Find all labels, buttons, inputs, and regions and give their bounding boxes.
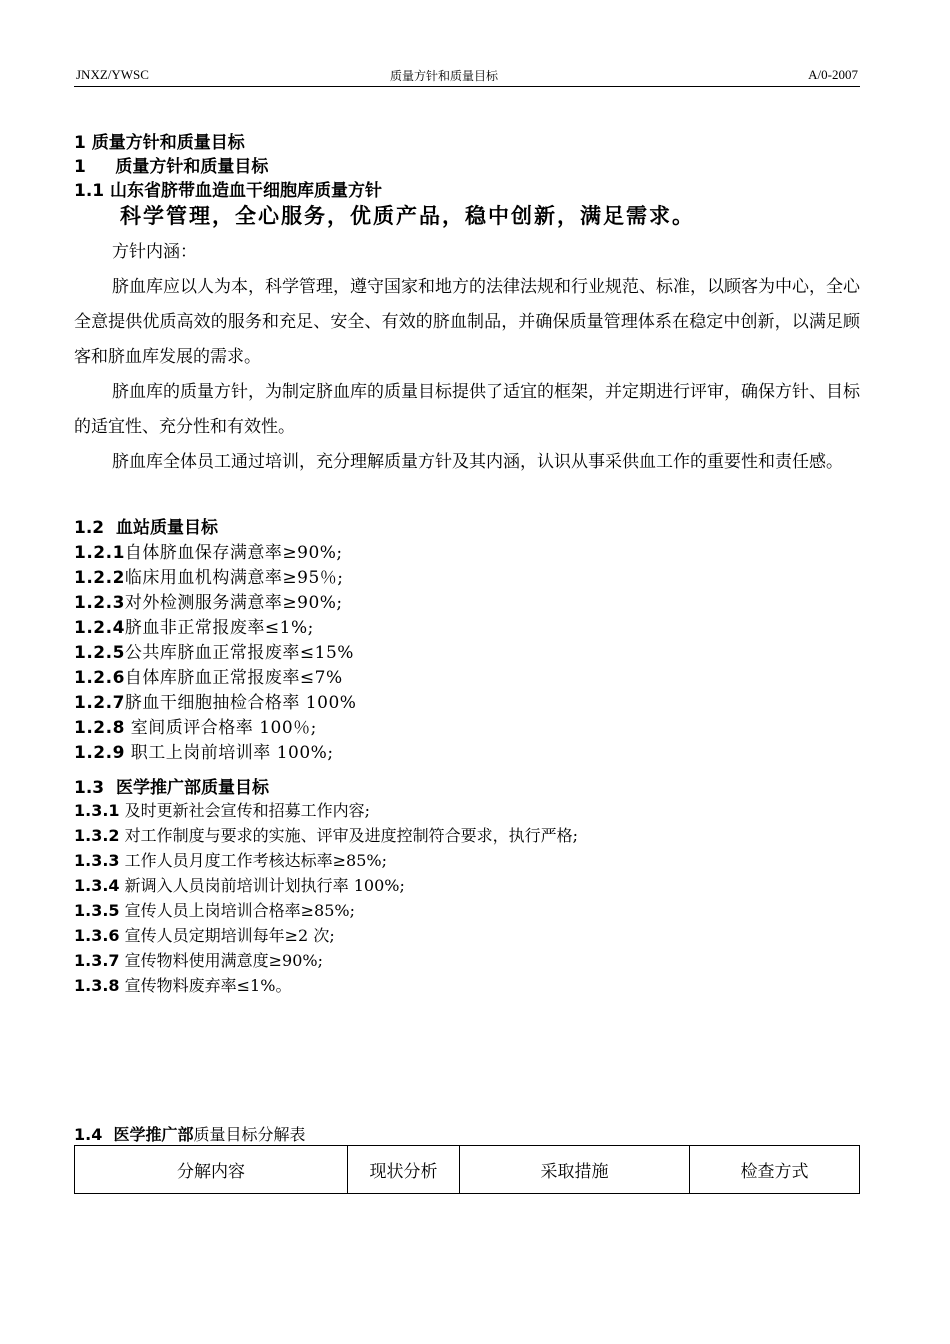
heading-1-2: 1.2 血站质量目标 [74,518,218,538]
list-item: 1.2.8 室间质评合格率 100％; [74,718,317,738]
paragraph-1: 脐血库应以人为本，科学管理，遵守国家和地方的法律法规和行业规范、标准，以顾客为中心，全心全意提供优质高效的服务和充足、安全、有效的脐血制品，并确保质量管理体系在稳定中创新，以满足顾客和脐血库发展的需求。 [74,277,860,367]
list-item: 1.2.7脐血干细胞抽检合格率 100% [74,693,357,713]
list-item: 1.2.6自体库脐血正常报废率≤7% [74,668,343,688]
list-item: 1.2.4脐血非正常报废率≤1%; [74,618,314,638]
list-item: 1.3.3 工作人员月度工作考核达标率≥85%; [74,851,388,870]
column-header: 采取措施 [460,1146,690,1194]
header-doc-code: JNXZ/YWSC [76,67,149,82]
list-item: 1.2.1自体脐血保存满意率≥90%; [74,543,343,563]
heading-1-1: 1.1 山东省脐带血造血干细胞库质量方针 [74,181,383,201]
heading-1-3: 1.3 医学推广部质量目标 [74,778,269,798]
list-item: 1.3.5 宣传人员上岗培训合格率≥85%; [74,901,356,920]
policy-connotation-label: 方针内涵： [112,242,197,262]
column-header: 检查方式 [690,1146,860,1194]
heading-1-4: 1.4 医学推广部质量目标分解表 [74,1125,306,1144]
column-header: 分解内容 [75,1146,348,1194]
paragraph-3: 脐血库全体员工通过培训，充分理解质量方针及其内涵，认识从事采供血工作的重要性和责任感。 [112,452,843,472]
list-item: 1.3.1 及时更新社会宣传和招募工作内容; [74,801,371,820]
table-header-row [75,1146,860,1194]
list-item: 1.3.4 新调入人员岗前培训计划执行率 100%; [74,876,405,895]
list-item: 1.3.6 宣传人员定期培训每年≥2 次; [74,926,335,945]
paragraph-2: 脐血库的质量方针，为制定脐血库的质量目标提供了适宜的框架，并定期进行评审，确保方针、目标的适宜性、充分性和有效性。 [74,382,860,437]
list-item: 1.3.2 对工作制度与要求的实施、评审及进度控制符合要求，执行严格; [74,826,579,845]
quality-policy-slogan: 科学管理，全心服务，优质产品，稳中创新，满足需求。 [120,203,695,228]
column-header: 现状分析 [348,1146,460,1194]
header-version: A/0-2007 [808,67,858,82]
page-header [74,66,860,87]
goal-decomposition-table [74,1145,860,1194]
list-item: 1.3.7 宣传物料使用满意度≥90%; [74,951,324,970]
heading-1b: 1 质量方针和质量目标 [74,157,269,177]
list-item: 1.2.2临床用血机构满意率≥95％; [74,568,344,588]
list-item: 1.2.5公共库脐血正常报废率≤15% [74,643,354,663]
heading-1a: 1 质量方针和质量目标 [74,133,245,153]
list-item: 1.3.8 宣传物料废弃率≤1%。 [74,976,292,995]
list-item: 1.2.3对外检测服务满意率≥90%; [74,593,343,613]
header-title: 质量方针和质量目标 [390,69,499,83]
list-item: 1.2.9 职工上岗前培训率 100%; [74,743,334,763]
